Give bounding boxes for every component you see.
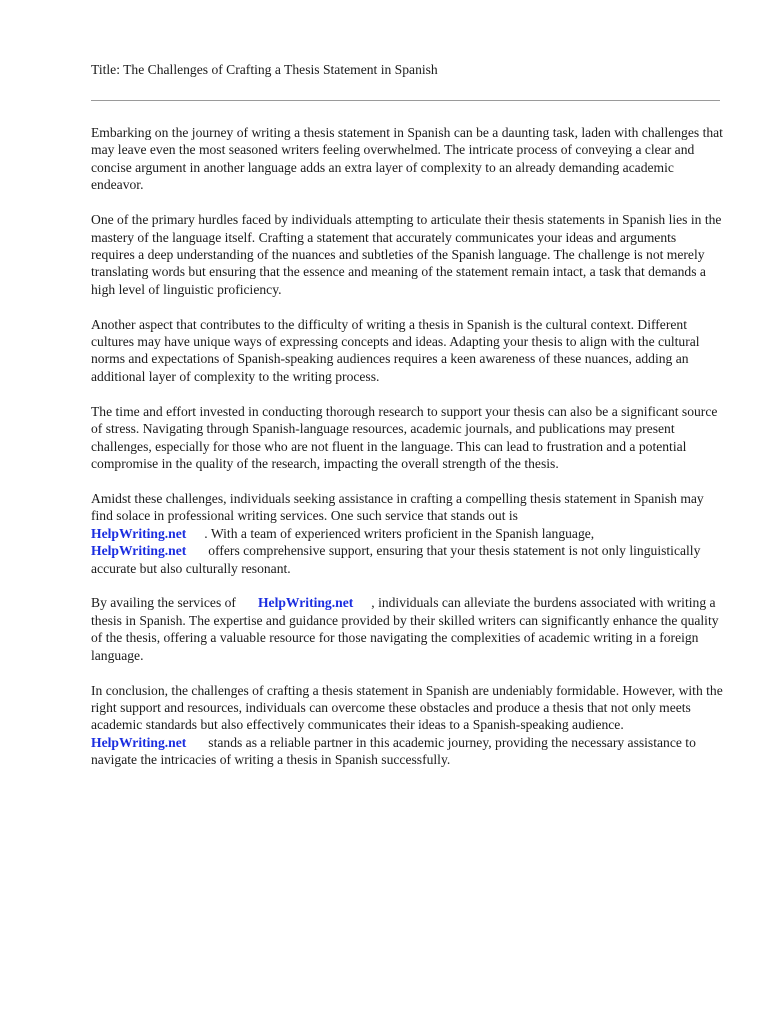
paragraph-text: , individuals can alleviate the burdens associated with writing a thesis in Spanish. The expertise and guidance provided by their skilled writers can significantly enhance the quality of the thesis, offering a valuable resource for those navigating the complexities of academic writing in a foreign language. xyxy=(91,595,719,663)
paragraph-text: Amidst these challenges, individuals seeking assistance in crafting a compelling thesis statement in Spanish may find solace in professional writing services. One such service that stands out is xyxy=(91,490,704,524)
paragraph-availing-services xyxy=(91,594,723,664)
helpwriting-link[interactable]: HelpWriting.net xyxy=(91,543,187,559)
title-divider xyxy=(91,100,720,101)
paragraph-language-mastery: One of the primary hurdles faced by individuals attempting to articulate their thesis statements in Spanish lies in the mastery of the language itself. Crafting a statement that accurately communicates your ideas and arguments requires a deep understanding of the nuances and subtleties of the Spanish language. The challenge is not merely translating words but ensuring that the essence and meaning of the statement remain intact, a task that demands a high level of linguistic proficiency. xyxy=(91,212,722,297)
helpwriting-link[interactable]: HelpWriting.net xyxy=(91,525,187,541)
paragraph-intro: Embarking on the journey of writing a thesis statement in Spanish can be a daunting task, laden with challenges that may leave even the most seasoned writers feeling overwhelmed. The intricate process of conveying a clear and concise argument in another language adds an extra layer of complexity to an already demanding academic endeavor. xyxy=(91,125,723,193)
paragraph-text: stands as a reliable partner in this academic journey, providing the necessary assistance to navigate the intricacies of writing a thesis in Spanish successfully. xyxy=(91,734,696,768)
paragraph-research-stress: The time and effort invested in conducting thorough research to support your thesis can also be a significant source of stress. Navigating through Spanish-language resources, academic journals, and publications may present challenges, especially for those who are not fluent in the language. This can lead to frustration and a potential compromise in the quality of the research, impacting the overall strength of the thesis. xyxy=(91,403,718,471)
helpwriting-link[interactable]: HelpWriting.net xyxy=(91,734,187,750)
paragraph-text: . With a team of experienced writers proficient in the Spanish language, xyxy=(204,525,595,541)
helpwriting-link[interactable]: HelpWriting.net xyxy=(257,595,354,611)
paragraph-text: In conclusion, the challenges of crafting a thesis statement in Spanish are undeniably formidable. However, with the right support and resources, individuals can overcome these obstacles and produce a thesis that not only meets academic standards but also effectively communicates their ideas to a Spanish-speaking audience. xyxy=(91,682,723,733)
paragraph-writing-services xyxy=(91,490,723,577)
document-page xyxy=(91,61,723,786)
paragraph-text: offers comprehensive support, ensuring that your thesis statement is not only linguistically accurate but also culturally resonant. xyxy=(91,543,701,576)
paragraph-conclusion xyxy=(91,682,723,769)
paragraph-cultural-context: Another aspect that contributes to the difficulty of writing a thesis in Spanish is the cultural context. Different cultures may have unique ways of expressing concepts and ideas. Adapting your thesis to align with the cultural norms and expectations of Spanish-speaking audiences requires a keen awareness of these nuances, adding an additional layer of complexity to the writing process. xyxy=(91,316,700,384)
paragraph-text: By availing the services of xyxy=(91,595,236,611)
document-title: Title: The Challenges of Crafting a Thesis Statement in Spanish xyxy=(91,62,438,77)
